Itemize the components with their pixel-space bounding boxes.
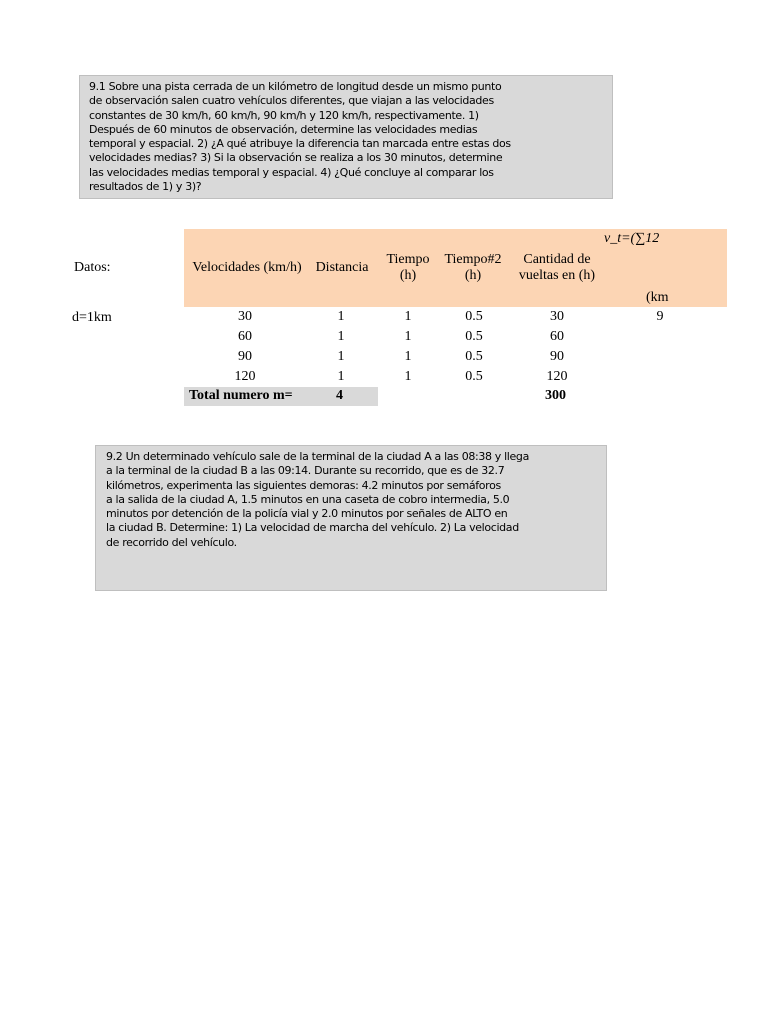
header-tiempo2-line1: Tiempo#2 [444,252,502,267]
cell-distancia: 1 [337,349,345,364]
header-distancia: Distancia [315,260,369,275]
cell-cantidad: 120 [546,369,568,384]
table-row [0,307,768,327]
problem-line: 9.2 Un determinado vehículo sale de la terminal de la ciudad A a las 08:38 y llega [106,450,529,463]
cell-tiempo: 1 [404,349,412,364]
datos-label: Datos: [74,260,111,275]
problem-line: a la salida de la ciudad A, 1.5 minutos en una caseta de cobro intermedia, 5.0 [106,492,510,506]
problem-line: las velocidades medias temporal y espacial. 4) ¿Qué concluye al comparar los [89,165,494,179]
cell-tiempo-2: 0.5 [465,329,483,344]
problem-9-2-textbox [95,445,607,591]
header-cantidad-line2: vueltas en (h) [518,268,596,283]
problem-line: la ciudad B. Determine: 1) La velocidad de marcha del vehículo. 2) La velocidad [106,521,519,535]
cell-vt: 9 [656,309,664,324]
cell-velocidad: 30 [238,309,252,324]
problem-line: temporal y espacial. 2) ¿A qué atribuye la diferencia tan marcada entre estas dos [89,137,511,151]
cell-tiempo-2: 0.5 [465,309,483,324]
problem-line: de recorrido del vehículo. [106,535,237,549]
table-row [0,327,768,347]
problem-9-1-textbox [79,75,613,199]
total-vueltas-value: 300 [545,388,566,403]
table-row [0,367,768,387]
header-cantidad-line1: Cantidad de [523,252,591,267]
header-cantidad-vueltas [511,252,603,284]
problem-line: Después de 60 minutos de observación, determine las velocidades medias [89,122,478,136]
problem-line: minutos por detención de la policía vial y 2.0 minutos por señales de ALTO en [106,507,508,521]
header-velocidades: Velocidades (km/h) [192,260,302,275]
header-units: (km [646,290,669,305]
problem-line: kilómetros, experimenta las siguientes demoras: 4.2 minutos por semáforos [106,478,501,492]
problem-line: resultados de 1) y 3)? [89,180,202,194]
cell-tiempo-2: 0.5 [465,349,483,364]
cell-tiempo: 1 [404,369,412,384]
distance-given-label: d=1km [72,310,112,325]
cell-distancia: 1 [337,369,345,384]
problem-line: constantes de 30 km/h, 60 km/h, 90 km/h y 120 km/h, respectivamente. 1) [89,108,479,122]
table-row [0,347,768,367]
header-tiempo [380,252,436,284]
problem-line: de observación salen cuatro vehículos diferentes, que viajan a las velocidades [89,94,494,108]
problem-line: velocidades medias? 3) Si la observación se realiza a los 30 minutos, determine [89,151,503,165]
cell-tiempo: 1 [404,329,412,344]
header-tiempo2-line2: (h) [464,268,482,283]
cell-velocidad: 60 [238,329,252,344]
total-label: Total numero m= [189,388,293,403]
cell-distancia: 1 [337,309,345,324]
header-formula-vt: v_t=(∑12 [604,231,660,246]
cell-velocidad: 120 [234,369,256,384]
cell-cantidad: 90 [550,349,564,364]
cell-velocidad: 90 [238,349,252,364]
problem-line: a la terminal de la ciudad B a las 09:14. Durante su recorrido, que es de 32.7 [106,464,505,478]
cell-tiempo: 1 [404,309,412,324]
header-tiempo-line1: Tiempo [386,252,430,267]
header-tiempo-line2: (h) [399,268,417,283]
problem-line: 9.1 Sobre una pista cerrada de un kilómetro de longitud desde un mismo punto [89,80,502,93]
cell-tiempo-2: 0.5 [465,369,483,384]
cell-distancia: 1 [337,329,345,344]
total-m-value: 4 [336,388,343,403]
table-header [184,229,727,307]
header-tiempo-2 [440,252,506,284]
cell-cantidad: 60 [550,329,564,344]
cell-cantidad: 30 [550,309,564,324]
